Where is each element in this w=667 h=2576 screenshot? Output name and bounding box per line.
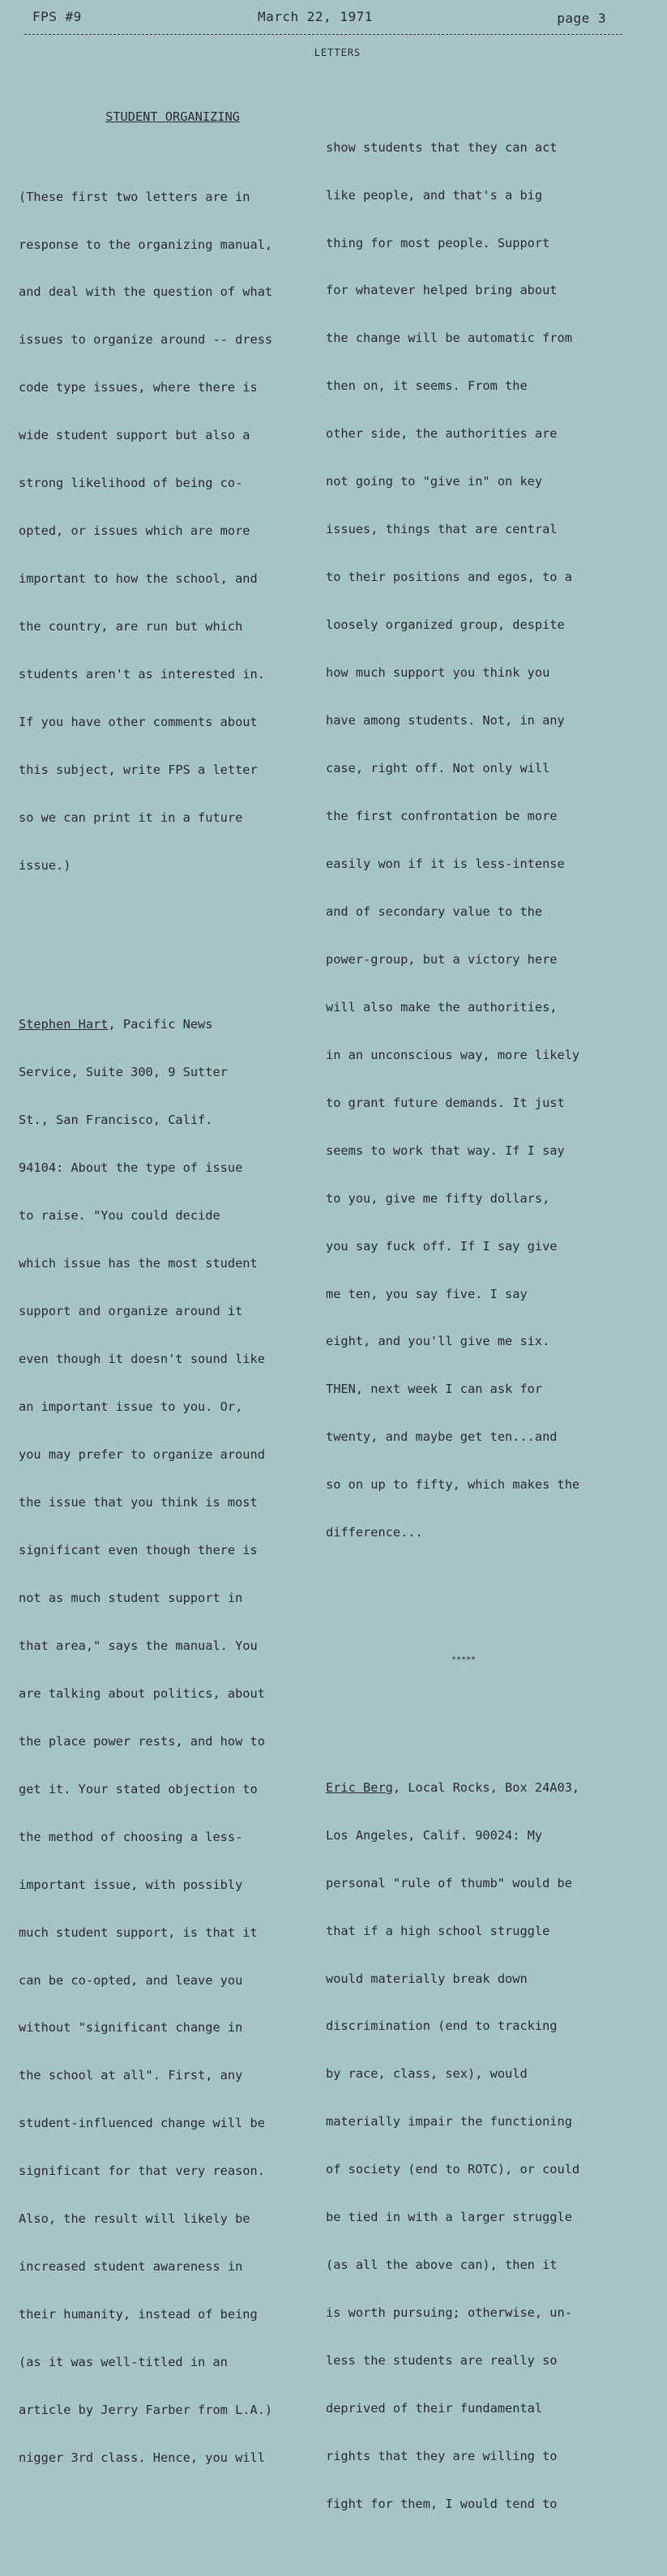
text-line: wide student support but also a	[19, 428, 250, 443]
text-line: the first confrontation be more	[326, 808, 558, 823]
text-line: Service, Suite 300, 9 Sutter	[19, 1065, 228, 1080]
header-rule	[24, 34, 622, 35]
text-line: significant for that very reason.	[19, 2164, 265, 2179]
text-line: you say fuck off. If I say give	[326, 1238, 558, 1254]
text-line: the change will be automatic from	[326, 331, 572, 346]
letter-author: Eric Berg	[326, 1779, 393, 1795]
paragraph-gap	[326, 1700, 634, 1716]
text-line: Los Angeles, Calif. 90024: My	[326, 1827, 543, 1843]
text-line: that area," says the manual. You	[19, 1638, 258, 1653]
text-line: discrimination (end to tracking	[326, 2019, 558, 2034]
text-line: that if a high school struggle	[326, 1923, 550, 1938]
text-line: student-influenced change will be	[19, 2116, 265, 2131]
text-line: personal "rule of thumb" would be	[326, 1875, 572, 1890]
text-line: easily won if it is less-intense	[326, 856, 565, 871]
text-line: in an unconscious way, more likely	[326, 1047, 580, 1062]
text-line: show students that they can act	[326, 139, 558, 155]
text-line: difference...	[326, 1525, 423, 1540]
text-line: less the students are really so	[326, 2353, 558, 2369]
text-line: without "significant change in	[19, 2020, 243, 2036]
text-line: by race, class, sex), would	[326, 2066, 528, 2082]
text-line: you may prefer to organize around	[19, 1447, 265, 1463]
text-line: support and organize around it	[19, 1304, 243, 1319]
text-line: like people, and that's a big	[326, 187, 543, 203]
text-line: their humanity, instead of being	[19, 2307, 258, 2322]
text-line: important to how the school, and	[19, 571, 258, 587]
text-line: strong likelihood of being co-	[19, 476, 243, 491]
text-line: fight for them, I would tend to	[326, 2497, 558, 2511]
text-line: issue.)	[19, 857, 71, 873]
text-line: me ten, you say five. I say	[326, 1286, 528, 1301]
text-line: loosely organized group, despite	[326, 617, 565, 633]
text-line: of society (end to ROTC), or could	[326, 2162, 580, 2177]
text-line: and of secondary value to the	[326, 904, 543, 919]
text-line: seems to work that way. If I say	[326, 1143, 565, 1158]
text-line: case, right off. Not only will	[326, 761, 550, 776]
text-line: (as all the above can), then it	[326, 2258, 558, 2273]
paragraph-gap	[19, 938, 319, 954]
text-line: will also make the authorities,	[326, 999, 558, 1015]
text-line: response to the organizing manual,	[19, 237, 273, 252]
text-line: code type issues, where there is	[19, 380, 258, 395]
text-line: for whatever helped bring about	[326, 283, 558, 298]
paragraph-gap	[326, 1605, 634, 1621]
text-line: materially impair the functioning	[326, 2114, 572, 2130]
letter-address-start: , Local Rocks, Box 24A03,	[392, 1779, 580, 1795]
publication-name: FPS #9	[32, 9, 82, 24]
text-line: an important issue to you. Or,	[19, 1399, 243, 1415]
text-line: how much support you think you	[326, 665, 550, 681]
letter-first-line	[326, 1780, 634, 1796]
text-line: issues, things that are central	[326, 522, 558, 537]
text-line: thing for most people. Support	[326, 235, 550, 250]
text-line: the school at all". First, any	[19, 2068, 243, 2083]
text-line: students aren't as interested in.	[19, 667, 265, 682]
text-line: nigger 3rd class. Hence, you will	[19, 2450, 265, 2466]
text-line: rights that they are willing to	[326, 2449, 558, 2464]
text-line: Also, the result will likely be	[19, 2211, 250, 2227]
letter-first-line	[19, 1017, 319, 1033]
text-line: issues to organize around -- dress	[19, 332, 273, 348]
text-line: the issue that you think is most	[19, 1494, 258, 1510]
text-line: not going to "give in" on key	[326, 474, 543, 489]
text-line: and deal with the question of what	[19, 284, 273, 300]
text-line: other side, the authorities are	[326, 426, 558, 442]
text-line: get it. Your stated objection to	[19, 1781, 258, 1796]
right-column	[326, 76, 634, 2576]
page-number: page 3	[557, 11, 606, 26]
text-line: to grant future demands. It just	[326, 1095, 565, 1110]
intro-paragraph	[19, 157, 319, 906]
text-line: 94104: About the type of issue	[19, 1160, 243, 1176]
separator-stars: *****	[451, 1655, 477, 1665]
text-line: article by Jerry Farber from L.A.)	[19, 2403, 273, 2418]
text-line: increased student awareness in	[19, 2259, 243, 2275]
text-line: can be co-opted, and leave you	[19, 1972, 243, 1988]
text-line: this subject, write FPS a letter	[19, 763, 258, 778]
text-line: would materially break down	[326, 1971, 528, 1986]
text-line: even though it doesn't sound like	[19, 1352, 265, 1367]
text-line: opted, or issues which are more	[19, 523, 250, 539]
letter-stephen-hart	[19, 985, 319, 2498]
letter-address-start: , Pacific News	[108, 1017, 213, 1032]
text-line: not as much student support in	[19, 1590, 243, 1605]
text-line: then on, it seems. From the	[326, 378, 528, 394]
text-line: which issue has the most student	[19, 1256, 258, 1271]
text-line: important issue, with possibly	[19, 1877, 243, 1892]
text-line: much student support, is that it	[19, 1925, 258, 1940]
text-line: are talking about politics, about	[19, 1685, 265, 1701]
text-line: to you, give me fifty dollars,	[326, 1190, 550, 1206]
text-line: THEN, next week I can ask for	[326, 1382, 543, 1397]
article-title: STUDENT ORGANIZING	[105, 109, 240, 125]
text-line: the place power rests, and how to	[19, 1733, 265, 1749]
text-line: significant even though there is	[19, 1542, 258, 1557]
letter-author: Stephen Hart	[19, 1017, 109, 1032]
text-line: to raise. "You could decide	[19, 1208, 220, 1224]
text-line: be tied in with a larger struggle	[326, 2210, 572, 2225]
page-header	[32, 9, 614, 28]
text-line: the method of choosing a less-	[19, 1829, 243, 1844]
text-line: eight, and you'll give me six.	[326, 1334, 550, 1349]
text-line: St., San Francisco, Calif.	[19, 1113, 213, 1128]
text-line: If you have other comments about	[19, 715, 258, 730]
text-line: the country, are run but which	[19, 619, 243, 634]
text-line: (These first two letters are in	[19, 189, 250, 204]
text-line: power-group, but a victory here	[326, 951, 558, 967]
text-line: so on up to fifty, which makes the	[326, 1477, 580, 1493]
letter-eric-berg	[326, 1748, 634, 2544]
text-line: is worth pursuing; otherwise, un-	[326, 2305, 572, 2321]
text-line: have among students. Not, in any	[326, 713, 565, 728]
text-line: deprived of their fundamental	[326, 2401, 543, 2416]
letter-continuation	[326, 108, 634, 1573]
issue-date: March 22, 1971	[258, 9, 373, 24]
left-column	[19, 78, 319, 2530]
text-line: so we can print it in a future	[19, 810, 243, 825]
text-line: to their positions and egos, to a	[326, 570, 572, 585]
text-line: (as it was well-titled in an	[19, 2355, 228, 2370]
text-line: twenty, and maybe get ten...and	[326, 1429, 558, 1445]
section-heading: LETTERS	[314, 47, 361, 58]
